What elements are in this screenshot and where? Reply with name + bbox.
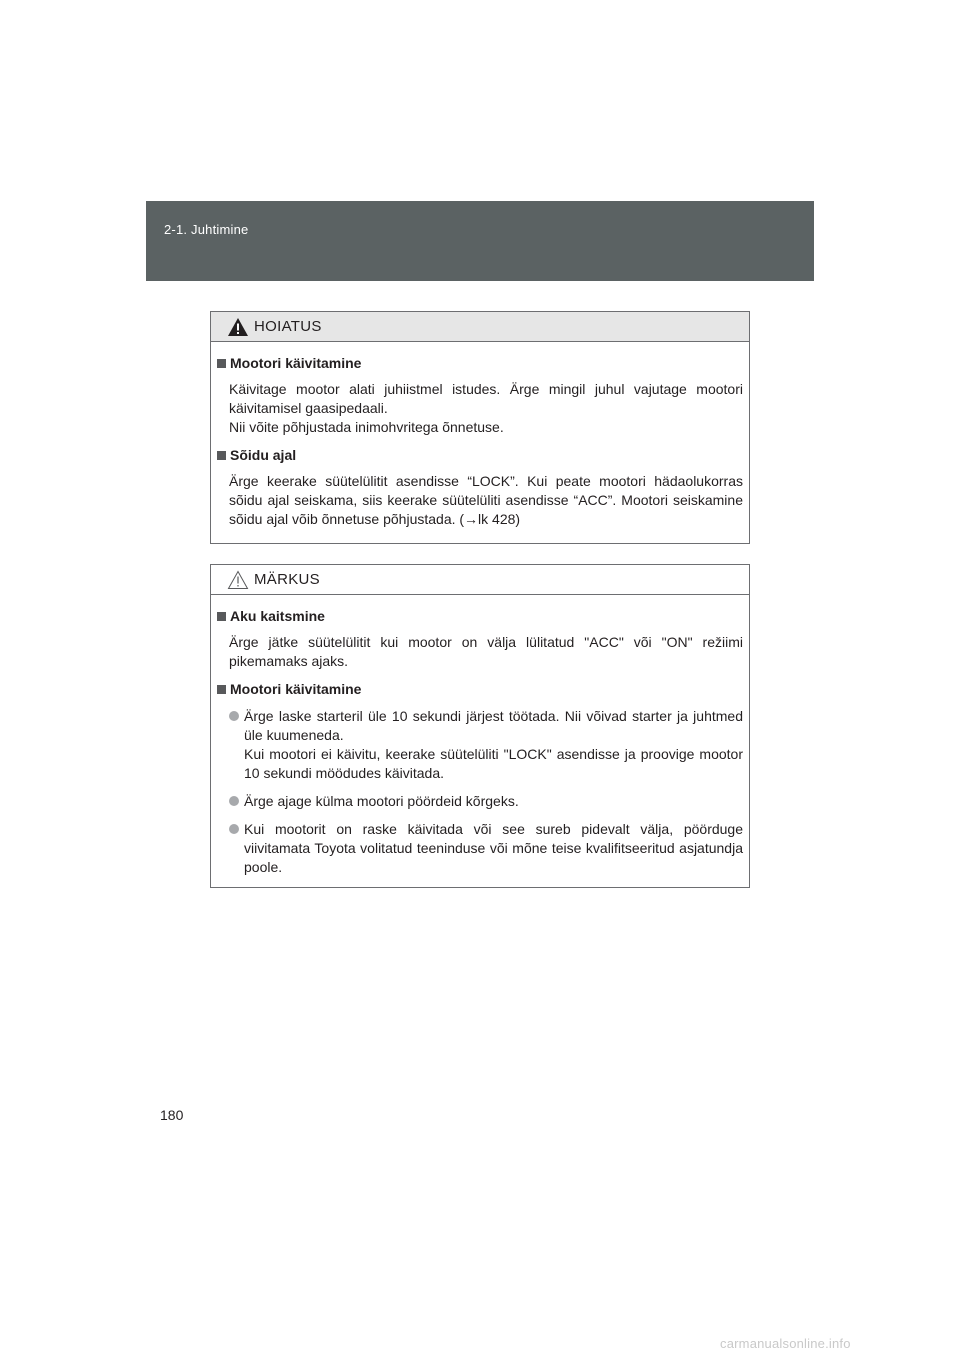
notice-item-title: Mootori käivitamine xyxy=(230,681,362,697)
round-bullet-icon xyxy=(229,824,239,834)
notice-title: MÄRKUS xyxy=(254,571,320,588)
warning-triangle-icon xyxy=(227,317,249,337)
list-item-text: Ärge laske starteril üle 10 sekundi järjest töötada. Nii võivad starter ja juhtmed üle kuumeneda. xyxy=(244,708,743,743)
warning-box xyxy=(210,311,750,544)
caution-outline-triangle-icon xyxy=(227,570,249,590)
square-bullet-icon xyxy=(217,685,226,694)
watermark: carmanualsonline.info xyxy=(720,1336,851,1351)
round-bullet-icon xyxy=(229,796,239,806)
notice-box-header xyxy=(211,565,749,595)
square-bullet-icon xyxy=(217,359,226,368)
section-header-band xyxy=(146,201,814,281)
list-item-text: Kui mootorit on raske käivitada või see sureb pidevalt välja, pöörduge viivitamata Toyota volitatud teeninduse või mõne teise kvalifitseeritud asjatundja poole. xyxy=(244,821,743,875)
notice-item-title: Aku kaitsmine xyxy=(230,608,325,624)
warning-item-text: Ärge keerake süütelülitit asendisse “LOCK”. Kui peate mootori hädaolukorras sõidu ajal seiskama, siis keerake süütelüliti asendisse “ACC”. Mootori seiskamine sõidu ajal võib õnnetuse põhjustada. (→lk 428) xyxy=(229,473,743,527)
notice-item xyxy=(217,607,743,671)
notice-box xyxy=(210,564,750,888)
notice-item-text: Ärge jätke süütelülitit kui mootor on välja lülitatud "ACC" või "ON" režiimi pikemamaks ajaks. xyxy=(229,634,743,669)
warning-item xyxy=(217,446,743,529)
list-item xyxy=(229,792,743,811)
warning-item-title: Sõidu ajal xyxy=(230,447,297,463)
page-number: 180 xyxy=(160,1107,184,1123)
list-item-text: Ärge ajage külma mootori pöördeid kõrgeks. xyxy=(244,793,519,809)
notice-item xyxy=(217,680,743,877)
warning-box-header xyxy=(211,312,749,342)
list-item xyxy=(229,820,743,877)
square-bullet-icon xyxy=(217,612,226,621)
warning-item-text: Nii võite põhjustada inimohvritega õnnetuse. xyxy=(229,419,504,435)
round-bullet-icon xyxy=(229,711,239,721)
section-label: 2-1. Juhtimine xyxy=(164,222,249,237)
square-bullet-icon xyxy=(217,451,226,460)
warning-item-title: Mootori käivitamine xyxy=(230,355,362,371)
warning-title: HOIATUS xyxy=(254,318,322,335)
warning-item-text: Käivitage mootor alati juhiistmel istudes. Ärge mingil juhul vajutage mootori käivitamisel gaasipedaali. xyxy=(229,381,743,416)
list-item xyxy=(229,707,743,783)
list-item-text: Kui mootori ei käivitu, keerake süütelüliti "LOCK" asendisse ja proovige mootor 10 sekundi möödudes käivitada. xyxy=(244,746,743,781)
warning-item xyxy=(217,354,743,437)
